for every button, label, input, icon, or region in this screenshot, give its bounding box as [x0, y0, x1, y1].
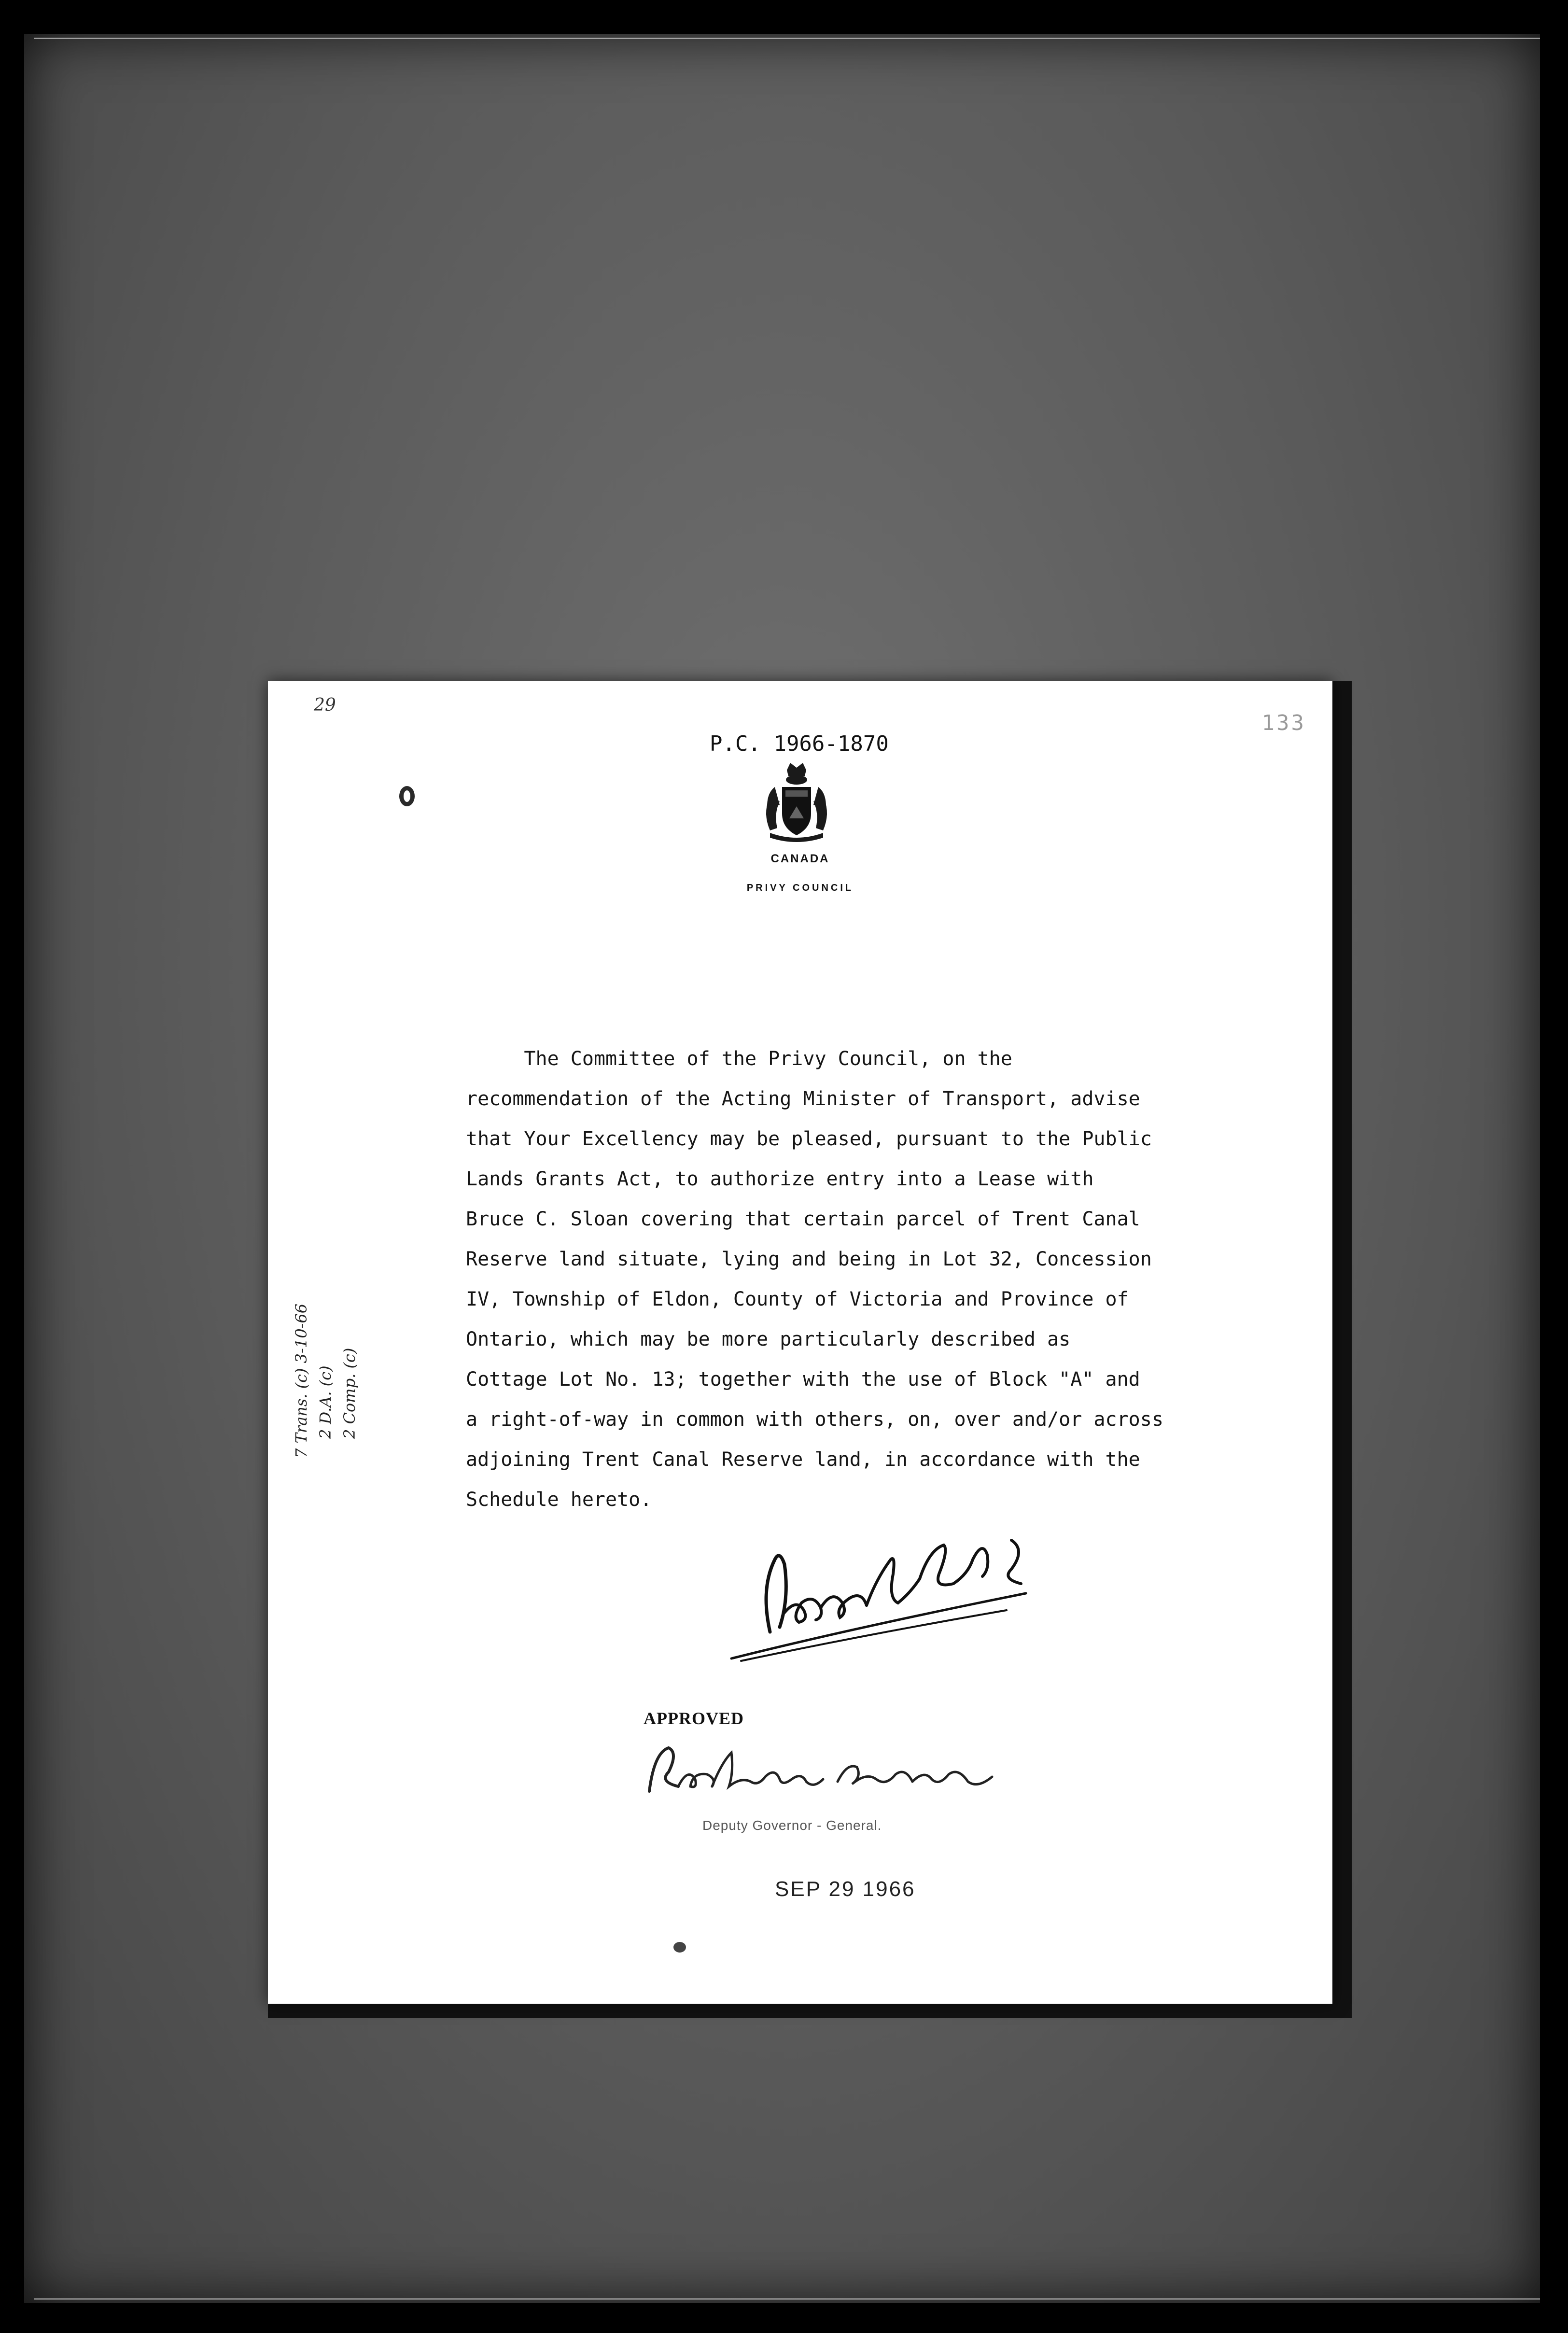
body-line: The Committee of the Privy Council, on the — [466, 1048, 1012, 1070]
body-line: recommendation of the Acting Minister of Transport, advise — [466, 1088, 1140, 1110]
margin-note: 7 Trans. (c) 3-10-66 — [292, 1303, 310, 1458]
body-line: adjoining Trent Canal Reserve land, in accordance with the — [466, 1448, 1140, 1471]
margin-notes — [282, 1236, 379, 1458]
frame-border-top — [34, 38, 1540, 39]
margin-note: 2 D.A. (c) — [316, 1365, 335, 1439]
sheet-shadow — [1332, 681, 1352, 2013]
deputy-title: Deputy Governor - General. — [702, 1818, 882, 1833]
order-body — [466, 1039, 1238, 1520]
minister-signature — [712, 1531, 1079, 1671]
ink-blot — [673, 1942, 686, 1953]
order-number: P.C. 1966-1870 — [710, 731, 889, 756]
body-line: Schedule hereto. — [466, 1489, 652, 1511]
body-line: Ontario, which may be more particularly described as — [466, 1328, 1071, 1350]
handwritten-page-number: 29 — [314, 695, 336, 715]
date-stamp: SEP 29 1966 — [775, 1877, 916, 1901]
body-line: Bruce C. Sloan covering that certain parcel of Trent Canal — [466, 1208, 1140, 1230]
frame-border-bottom — [34, 2298, 1540, 2300]
approved-label: APPROVED — [644, 1709, 744, 1728]
letterhead-country: CANADA — [770, 852, 830, 865]
coat-of-arms-icon — [760, 760, 833, 843]
body-line: that Your Excellency may be pleased, pursuant to the Public — [466, 1128, 1152, 1150]
letterhead-office: PRIVY COUNCIL — [746, 883, 854, 893]
body-line: Lands Grants Act, to authorize entry into a Lease with — [466, 1168, 1094, 1190]
body-line: IV, Township of Eldon, County of Victoria and Province of — [466, 1288, 1129, 1310]
body-line: Cottage Lot No. 13; together with the use of Block "A" and — [466, 1368, 1140, 1391]
sheet-shadow — [268, 2004, 1352, 2018]
body-line: a right-of-way in common with others, on, over and/or across — [466, 1408, 1163, 1431]
deputy-signature — [635, 1733, 1021, 1811]
punch-hole-mark — [399, 786, 415, 806]
body-line: Reserve land situate, lying and being in Lot 32, Concession — [466, 1248, 1152, 1270]
margin-note: 2 Comp. (c) — [340, 1348, 359, 1439]
document-page — [268, 681, 1332, 2004]
stamped-page-number: 133 — [1261, 711, 1306, 735]
